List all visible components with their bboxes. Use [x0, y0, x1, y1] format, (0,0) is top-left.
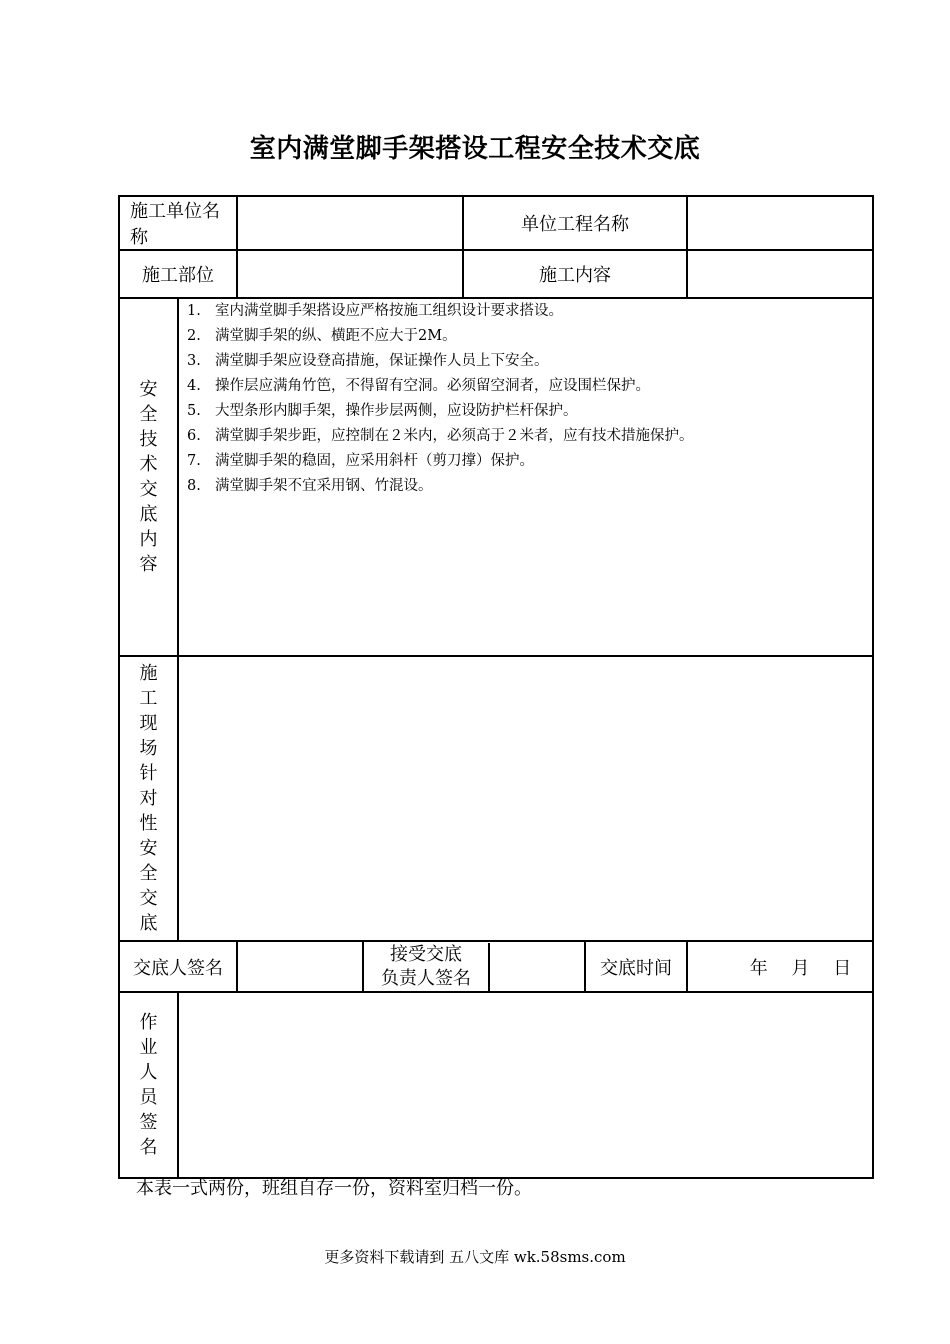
- list-item: 2. 满堂脚手架的纵、横距不应大于2M。: [187, 328, 457, 344]
- label-char: 全: [139, 863, 158, 884]
- construction-location-label: 施工部位: [119, 250, 237, 298]
- label-char: 针: [139, 763, 158, 784]
- construction-unit-field[interactable]: [237, 196, 463, 250]
- receiver-signature-label: [363, 941, 585, 992]
- site-specific-label: [119, 656, 178, 941]
- label-char: 签: [139, 1112, 158, 1133]
- site-specific-row: [119, 656, 873, 941]
- label-char: 业: [139, 1037, 158, 1058]
- label-char: 性: [139, 813, 158, 834]
- list-item: 5. 大型条形内脚手架，操作步层两侧，应设防护栏杆保护。: [187, 403, 578, 419]
- label-char: 人: [139, 1062, 158, 1083]
- document-title: 室内满堂脚手架搭设工程安全技术交底: [249, 134, 701, 164]
- day-label: 日: [833, 957, 852, 979]
- discloser-signature-label: 交底人签名: [119, 941, 237, 992]
- label-char: 安: [139, 379, 158, 400]
- workers-row: [119, 992, 873, 1178]
- label-char: 作: [139, 1012, 158, 1033]
- construction-unit-label: 施工单位名称: [119, 196, 237, 250]
- label-char: 施: [139, 663, 158, 684]
- label-char: 安: [139, 838, 158, 859]
- signature-row: [119, 941, 873, 992]
- month-label: 月: [791, 957, 810, 979]
- label-char: 底: [139, 913, 158, 934]
- safety-items-cell: [178, 298, 873, 656]
- label-char: 工: [139, 688, 158, 709]
- list-item: 3. 满堂脚手架应设登高措施，保证操作人员上下安全。: [187, 353, 549, 369]
- list-item: 7. 满堂脚手架的稳固，应采用斜杆（剪刀撑）保护。: [187, 453, 534, 469]
- receiver-label-line1: 接受交底: [390, 943, 462, 965]
- label-char: 场: [139, 738, 158, 759]
- form-note: 本表一式两份，班组自存一份，资料室归档一份。: [136, 1178, 532, 1199]
- unit-project-label: 单位工程名称: [463, 196, 687, 250]
- unit-project-field[interactable]: [687, 196, 873, 250]
- receiver-label-line2: 负责人签名: [381, 967, 471, 989]
- safety-content-row: [119, 298, 873, 656]
- disclosure-date-field[interactable]: [687, 941, 873, 992]
- header-row-1: [119, 196, 873, 250]
- year-label: 年: [749, 957, 768, 979]
- list-item: 1. 室内满堂脚手架搭设应严格按施工组织设计要求搭设。: [187, 303, 563, 319]
- list-item: 8. 满堂脚手架不宜采用钢、竹混设。: [187, 478, 433, 494]
- label-char: 技: [139, 429, 158, 450]
- header-row-2: [119, 250, 873, 298]
- workers-signature-label: [119, 992, 178, 1178]
- disclosure-time-label: 交底时间: [585, 941, 687, 992]
- construction-content-field[interactable]: [687, 250, 873, 298]
- site-specific-field[interactable]: [178, 656, 873, 941]
- footer-text: 更多资料下载请到 五八文库 wk.58sms.com: [324, 1248, 626, 1266]
- construction-content-label: 施工内容: [463, 250, 687, 298]
- safety-content-label: [119, 298, 178, 656]
- list-item: 4. 操作层应满角竹笆，不得留有空洞。必须留空洞者，应设围栏保护。: [187, 378, 650, 394]
- safety-items-list: [187, 299, 872, 499]
- label-char: 名: [139, 1137, 158, 1158]
- label-char: 底: [139, 504, 158, 525]
- label-char: 内: [139, 529, 158, 550]
- receiver-signature-field[interactable]: [489, 943, 584, 991]
- list-item: 6. 满堂脚手架步距，应控制在２米内，必须高于２米者，应有技术措施保护。: [187, 428, 694, 444]
- label-char: 容: [139, 554, 158, 575]
- label-char: 员: [139, 1087, 158, 1108]
- workers-signature-field[interactable]: [178, 992, 873, 1178]
- label-char: 术: [139, 454, 158, 475]
- disclosure-form-table: [118, 195, 874, 1179]
- label-char: 现: [139, 713, 158, 734]
- construction-location-field[interactable]: [237, 250, 463, 298]
- label-char: 全: [139, 404, 158, 425]
- label-char: 交: [139, 479, 158, 500]
- label-char: 对: [139, 788, 158, 809]
- discloser-signature-field[interactable]: [237, 941, 363, 992]
- label-char: 交: [139, 888, 158, 909]
